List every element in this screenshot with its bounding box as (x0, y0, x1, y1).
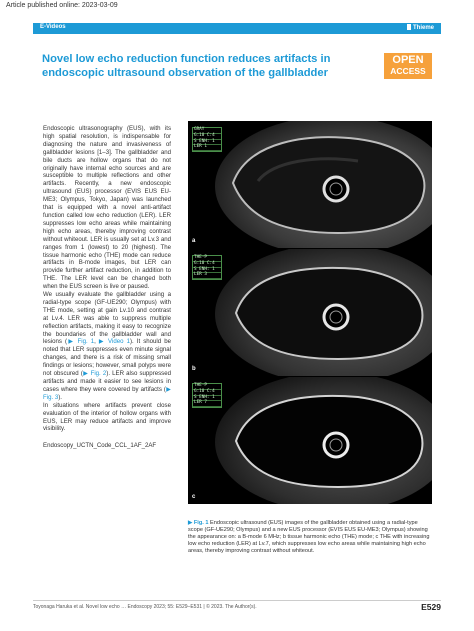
article-body (43, 125, 171, 450)
body-paragraph-2-tail: ). LER also suppressed artifacts and made it easier to see lesions in cases where they were covered by artifacts ( (43, 370, 171, 393)
figure-panel-a (188, 121, 432, 248)
body-paragraph-2-end: ). (58, 393, 62, 401)
osd-line: THE-P (193, 256, 221, 262)
footer-divider (33, 600, 441, 601)
osd-line: LER 1 (193, 145, 221, 151)
eus-image-b (188, 249, 432, 376)
ultrasound-settings-overlay (192, 383, 222, 408)
fig2-link[interactable]: ▶ Fig. 2 (82, 370, 107, 378)
open-access-badge[interactable] (384, 53, 432, 79)
body-paragraph-2-text: We usually evaluate the gallbladder using a radial-type scope (GF-UE290; Olympus) with THE mode, setting at gain Lv.10 and contrast at Lv.4. LER was able to suppress multiple reflection artifacts, making it easy to recognize the boundaries of the gallbladder wall and lesions ( (43, 291, 171, 346)
ultrasound-settings-overlay (192, 127, 222, 152)
figure-panel-b (188, 249, 432, 376)
fig3-link[interactable]: ▶ Fig. 3 (43, 385, 171, 401)
osd-line: LER 7 (193, 401, 221, 407)
osd-line: S ENH: 1 (193, 396, 221, 402)
panel-letter: a (192, 238, 196, 244)
figure-1 (188, 121, 432, 504)
osd-line: THE-P (193, 384, 221, 390)
body-paragraph-3: In situations where artifacts prevent close evaluation of the interior of hollow organs with EUS, LER may reduce artifacts and improve visibility. (43, 401, 171, 433)
body-paragraph-2-mid: ). It should be noted that LER suppresses even minute signal changes, and there is a risk of missing small findings or lesions; however, small polyps were not obscured ( (43, 338, 171, 378)
footer-citation: Toyonaga Haruka et al. Novel low echo … Endoscopy 2023; 55: E529–E531 | © 2023. The Author(s). (33, 604, 257, 610)
fig1-link[interactable]: ▶ Fig. 1 (67, 338, 95, 346)
eus-image-c (188, 377, 432, 504)
section-label: E-Videos (40, 24, 66, 30)
video1-link[interactable]: ▶ Video 1 (98, 338, 130, 346)
publisher-brand (407, 24, 434, 31)
panel-letter: b (192, 366, 196, 372)
open-access-line2: ACCESS (390, 66, 426, 76)
journal-header-bar (33, 23, 441, 34)
ultrasound-settings-overlay (192, 255, 222, 280)
panel-letter: c (192, 494, 196, 500)
osd-line: S ENH: 1 (193, 140, 221, 146)
osd-line: G:10 C:4 (193, 262, 221, 268)
osd-line: GRAY (193, 128, 221, 134)
publisher-name: Thieme (412, 25, 434, 31)
body-paragraph-2: We usually evaluate the gallbladder using a radial-type scope (GF-UE290; Olympus) with THE mode, setting at gain Lv.10 and contrast at Lv.4. LER was able to suppress multiple reflection artifacts, making it easy to recognize the boundaries of the gallbladder wall and lesions (▶ Fig. 1, ▶ Video 1). It should be noted that LER suppresses even minute signal changes, and there is a risk of missing small findings or lesions; however, small polyps were not obscured (▶ Fig. 2). LER also suppressed artifacts and made it easier to see lesions in cases where they were covered by artifacts (▶ Fig. 3). (43, 291, 171, 401)
osd-line: S ENH: 1 (193, 268, 221, 274)
figure-panel-c (188, 377, 432, 504)
caption-text: Endoscopic ultrasound (EUS) images of the gallbladder obtained using a radial-type scope (GF-UE290; Olympus) and a new EUS processor (EVIS EUS EU-ME3; Olympus) showing the appearance on: a B-mode 6 MHz; b tissue harmonic echo (THE) mode; c THE with increasing low echo reduction (LER) at Lv.7, which suppresses low echo areas while maintaining high echo areas, thereby improving contrast without whiteout. (188, 520, 430, 554)
article-title: Novel low echo reduction function reduces artifacts in endoscopic ultrasound observation of the gallbladder (42, 53, 331, 79)
video-code: Endoscopy_UCTN_Code_CCL_1AF_2AF (43, 442, 157, 450)
thieme-logo-icon (407, 24, 411, 30)
eus-image-a (188, 121, 432, 248)
osd-line: G:10 C:4 (193, 390, 221, 396)
body-paragraph-1: Endoscopic ultrasonography (EUS), with its high spatial resolution, is indispensable for diagnosing the nature and invasiveness of gallbladder lesions [1–3]. The gallbladder and bile ducts are hollow organs that do not originally have internal echo sources and are susceptible to multiple reflections and other artifacts. Recently, a new endoscopic ultrasound (EUS) processor (EVIS EUS EU-ME3; Olympus, Tokyo, Japan) was launched that is equipped with a novel anti-artifact function called low echo reduction (LER). LER suppresses low echo areas while maintaining high echo areas, thereby improving contrast without whiteout. LER is usually set at Lv.3 and ranges from 1 (lowest) to 20 (highest). The tissue harmonic echo (THE) mode can reduce artifacts in B-mode images, but LER can provide further artifact reduction, in addition to THE. The LER level can be changed both when the EUS screen is live or paused. (43, 125, 171, 291)
figure-caption (188, 520, 434, 555)
published-notice: Article published online: 2023-03-09 (6, 2, 118, 9)
caption-label: ▶ Fig. 1 (188, 520, 209, 526)
page-number: E529 (421, 602, 441, 612)
osd-line: G:10 C:4 (193, 134, 221, 140)
open-access-line1: OPEN (392, 54, 424, 66)
osd-line: LER 3 (193, 273, 221, 279)
